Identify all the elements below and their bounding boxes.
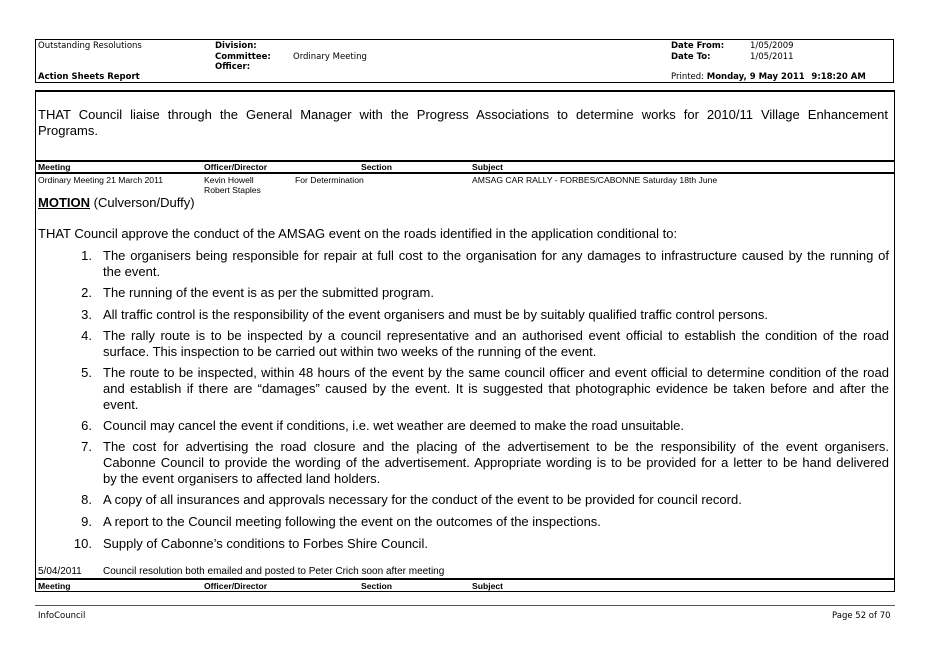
motion-intro: THAT Council approve the conduct of the AMSAG event on the roads identified in the application conditional to: bbox=[38, 226, 678, 241]
condition-number: 9. bbox=[81, 514, 92, 529]
action-text: Council resolution both emailed and posted to Peter Crich soon after meeting bbox=[103, 566, 445, 577]
condition-number: 6. bbox=[81, 418, 92, 433]
col-subject-header: Subject bbox=[472, 162, 504, 172]
col-subject-header: Subject bbox=[472, 581, 504, 591]
date-to-label: Date To: bbox=[671, 52, 711, 62]
printed-time: 9:18:20 AM bbox=[811, 72, 866, 82]
condition-line: A report to the Council meeting following the event on the outcomes of the inspections. bbox=[103, 514, 601, 529]
footer-rule bbox=[35, 605, 895, 606]
condition-line: surface. This inspection to be carried out within two weeks of the running of the event. bbox=[103, 344, 597, 359]
condition-line: The route to be inspected, within 48 hours of the event by the same council officer and event official to determine condition of the road bbox=[103, 365, 889, 380]
date-from-value: 1/05/2009 bbox=[750, 41, 794, 51]
printed-stamp bbox=[671, 72, 866, 82]
printed-value: Monday, 9 May 2011 bbox=[706, 72, 805, 82]
condition-line: The running of the event is as per the submitted program. bbox=[103, 285, 434, 300]
table-header-bottom-border bbox=[35, 172, 895, 174]
condition-line: The organisers being responsible for repair at full cost to the organisation for any damages to infrastructure caused by the running of bbox=[103, 248, 889, 263]
previous-resolution-line: THAT Council liaise through the General Manager with the Progress Associations to determine works for 2010/11 Village Enhancement bbox=[38, 107, 888, 122]
condition-line: event. bbox=[103, 397, 139, 412]
condition-line: A copy of all insurances and approvals necessary for the conduct of the event to be provided for council record. bbox=[103, 492, 742, 507]
condition-line: All traffic control is the responsibility of the event organisers and must be by suitably qualified traffic control persons. bbox=[103, 307, 769, 322]
condition-line: Cabonne Council to provide the wording of the advertisement. Appropriate wording is to be provided for a letter to be hand delivered bbox=[103, 455, 889, 470]
condition-number: 3. bbox=[81, 307, 92, 322]
box-top-border bbox=[35, 90, 895, 92]
col-meeting-header: Meeting bbox=[38, 581, 71, 591]
condition-number: 4. bbox=[81, 328, 92, 343]
table-header-top-border bbox=[35, 578, 895, 580]
date-from-label: Date From: bbox=[671, 41, 725, 51]
condition-number: 5. bbox=[81, 365, 92, 380]
header-right-border bbox=[893, 39, 894, 83]
sheet-title: Action Sheets Report bbox=[38, 72, 140, 82]
record-section: For Determination bbox=[295, 175, 364, 185]
condition-line: by the event organisers to affected land holders. bbox=[103, 471, 381, 486]
col-officer-header: Officer/Director bbox=[204, 581, 268, 591]
col-section-header: Section bbox=[361, 581, 393, 591]
header-bottom-border bbox=[35, 82, 894, 83]
condition-number: 2. bbox=[81, 285, 92, 300]
previous-resolution bbox=[38, 107, 888, 139]
condition-number: 1. bbox=[81, 248, 92, 263]
box-left-border bbox=[35, 90, 36, 592]
condition-number: 8. bbox=[81, 492, 92, 507]
condition-line: The cost for advertising the road closure and the placing of the advertisement to be the responsibility of the event organisers. bbox=[103, 439, 889, 454]
officer-label: Officer: bbox=[215, 62, 251, 72]
condition-number: 10. bbox=[73, 536, 92, 551]
footer-left: InfoCouncil bbox=[38, 611, 86, 621]
box-bottom-border bbox=[35, 591, 895, 592]
table-header-top-border bbox=[35, 160, 895, 162]
box-right-border bbox=[894, 90, 895, 592]
committee-value: Ordinary Meeting bbox=[293, 52, 367, 62]
col-section-header: Section bbox=[361, 162, 393, 172]
record-officer-2: Robert Staples bbox=[204, 185, 261, 195]
header-left-border bbox=[35, 39, 36, 83]
previous-resolution-line: Programs. bbox=[38, 123, 98, 138]
record-meeting: Ordinary Meeting 21 March 2011 bbox=[38, 175, 163, 185]
action-date: 5/04/2011 bbox=[38, 566, 82, 577]
motion-heading bbox=[38, 195, 195, 211]
condition-line: Supply of Cabonne’s conditions to Forbes Shire Council. bbox=[103, 536, 428, 551]
col-officer-header: Officer/Director bbox=[204, 162, 268, 172]
condition-line: The rally route is to be inspected by a council representative and an authorised event official to establish the condition of the road bbox=[103, 328, 889, 343]
printed-label: Printed: bbox=[671, 72, 705, 82]
motion-movers: (Culverson/Duffy) bbox=[93, 195, 195, 210]
header-top-border bbox=[35, 39, 894, 40]
division-label: Division: bbox=[215, 41, 257, 51]
committee-label: Committee: bbox=[215, 52, 271, 62]
footer-page-number: Page 52 of 70 bbox=[832, 611, 891, 621]
record-officer-1: Kevin Howell bbox=[204, 175, 254, 185]
record-subject: AMSAG CAR RALLY - FORBES/CABONNE Saturday 18th June bbox=[472, 175, 718, 185]
condition-line: the event. bbox=[103, 264, 161, 279]
date-to-value: 1/05/2011 bbox=[750, 52, 794, 62]
condition-line: Council may cancel the event if conditions, i.e. wet weather are deemed to make the road unsuitable. bbox=[103, 418, 684, 433]
condition-number: 7. bbox=[81, 439, 92, 454]
report-name: Outstanding Resolutions bbox=[38, 41, 142, 51]
condition-line: and establish if there are “damages” caused by the event. It is suggested that photographic evidence be taken before and after the bbox=[103, 381, 889, 396]
motion-label: MOTION bbox=[38, 195, 90, 210]
col-meeting-header: Meeting bbox=[38, 162, 71, 172]
